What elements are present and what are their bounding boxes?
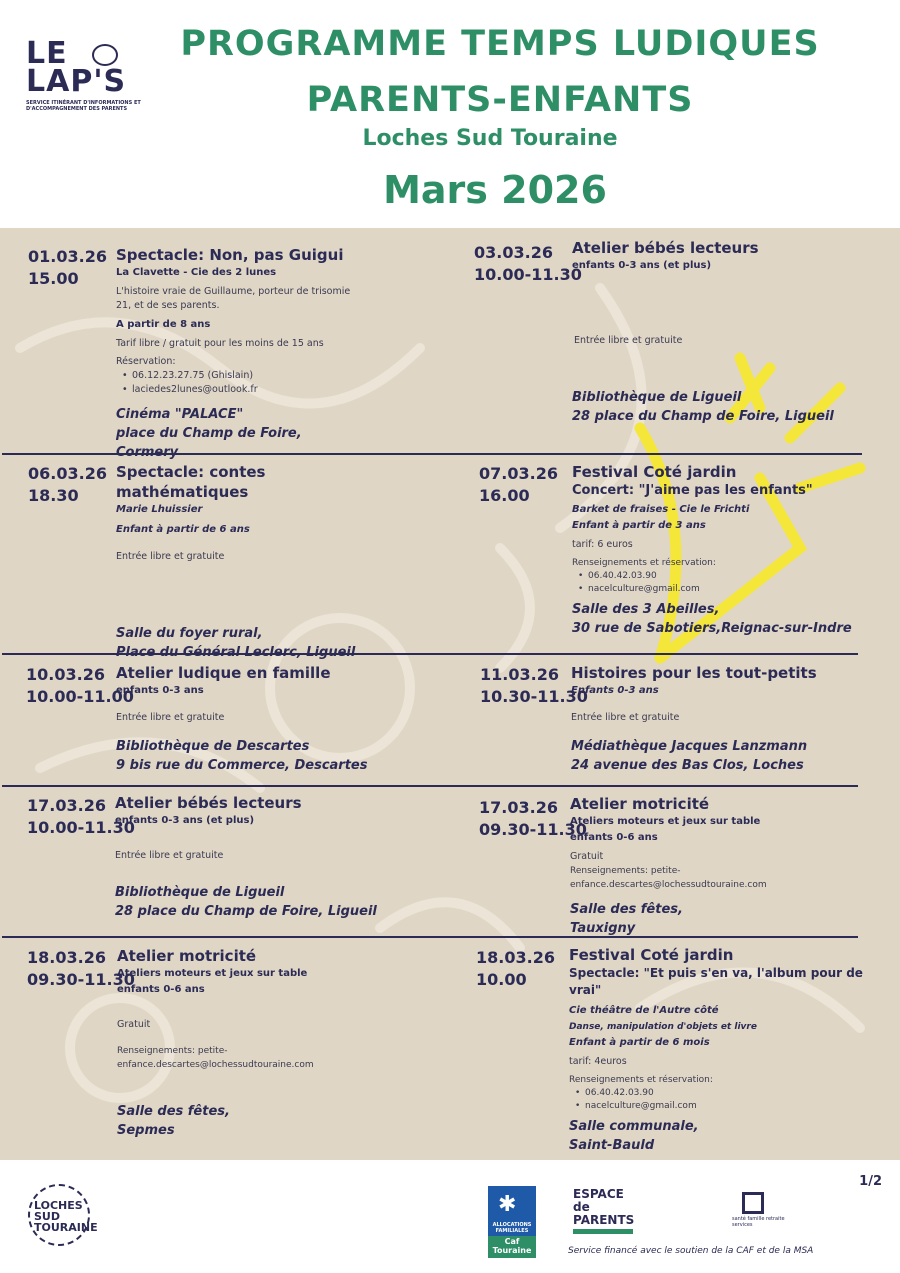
logo-line1: LE xyxy=(26,36,68,71)
msa-logo: santé famille retraite services xyxy=(732,1192,792,1228)
event-place: Salle des 3 Abeilles, xyxy=(572,602,720,617)
event-age: enfants 0-3 ans (et plus) xyxy=(572,260,712,271)
event-price: tarif: 4euros xyxy=(569,1056,627,1067)
event-card xyxy=(116,663,396,775)
event-price: Entrée libre et gratuite xyxy=(116,712,225,723)
speech-bubble-icon xyxy=(92,44,118,66)
event-age: enfants 0-6 ans xyxy=(117,984,205,995)
event-title: Atelier ludique en famille xyxy=(116,664,331,682)
event-card xyxy=(571,663,851,775)
event-age: Enfant à partir de 6 mois xyxy=(569,1037,710,1048)
event-date: 17.03.26 10.00-11.30 xyxy=(27,796,135,837)
event-title: Spectacle: contes mathématiques xyxy=(116,463,266,501)
event-place: Salle communale, xyxy=(569,1119,699,1134)
event-place: Bibliothèque de Ligueil xyxy=(115,885,285,900)
event-title: Festival Coté jardin xyxy=(572,463,737,481)
event-card xyxy=(116,462,396,662)
event-address: 24 avenue des Bas Clos, Loches xyxy=(571,758,804,773)
event-title: Atelier motricité xyxy=(117,947,257,965)
event-age: enfants 0-3 ans xyxy=(116,685,204,696)
event-title: Spectacle: Non, pas Guigui xyxy=(116,246,344,264)
event-place: Salle du foyer rural, xyxy=(116,626,263,641)
caf-logo: ✱ ALLOCATIONS FAMILIALES Caf Touraine xyxy=(488,1186,536,1258)
event-title-2: Spectacle: "Et puis s'en va, l'album pour de vrai" xyxy=(569,966,863,997)
event-age: Enfant à partir de 6 ans xyxy=(116,524,250,535)
contact-phone: • 06.40.42.03.90 xyxy=(572,570,852,583)
event-card xyxy=(572,238,852,426)
event-subtitle-2: Danse, manipulation d'objets et livre xyxy=(569,1022,757,1032)
event-title: Atelier bébés lecteurs xyxy=(115,794,302,812)
event-date: 11.03.26 10.30-11.30 xyxy=(480,665,588,706)
event-title: Festival Coté jardin xyxy=(569,946,734,964)
event-place: Bibliothèque de Descartes xyxy=(116,739,310,754)
event-title-2: Concert: "J'aime pas les enfants" xyxy=(572,483,813,498)
title-line2: PARENTS-ENFANTS xyxy=(306,80,694,120)
msa-square-icon xyxy=(742,1192,764,1214)
contact-phone: • 06.12.23.27.75 (Ghislain) xyxy=(116,369,366,383)
event-address: 9 bis rue du Commerce, Descartes xyxy=(116,758,368,773)
caf-star-icon: ✱ xyxy=(498,1192,517,1217)
event-place: Cinéma "PALACE" xyxy=(116,407,244,422)
loches-sud-touraine-logo: LOCHES SUD TOURAINE xyxy=(26,1182,96,1248)
event-price: Entrée libre et gratuite xyxy=(115,850,224,861)
event-age: Enfant à partir de 3 ans xyxy=(572,520,706,531)
logo-tagline: SERVICE ITINÉRANT D'INFORMATIONS ET D'ACCOMPAGNEMENT DES PARENTS xyxy=(26,100,141,112)
title-line1: PROGRAMME TEMPS LUDIQUES xyxy=(180,24,820,64)
event-title: Atelier bébés lecteurs xyxy=(572,239,759,257)
booking-label: Renseignements et réservation: xyxy=(569,1075,713,1085)
event-info: Renseignements: petite-enfance.descartes@lochessudtouraine.com xyxy=(570,866,767,890)
event-place: Bibliothèque de Ligueil xyxy=(572,390,742,405)
event-address: Tauxigny xyxy=(570,921,636,936)
event-age: enfants 0-3 ans (et plus) xyxy=(115,815,255,826)
footer xyxy=(0,1160,900,1273)
event-subtitle: La Clavette - Cie des 2 lunes xyxy=(116,267,277,278)
event-card xyxy=(115,793,395,921)
event-title: Atelier motricité xyxy=(570,795,710,813)
contact-email: • laciedes2lunes@outlook.fr xyxy=(116,383,366,397)
event-price: Gratuit xyxy=(117,1019,151,1030)
event-card xyxy=(569,945,889,1155)
event-description: L'histoire vraie de Guillaume, porteur de trisomie 21, et de ses parents. xyxy=(116,286,351,311)
event-price: Gratuit xyxy=(570,851,604,862)
event-card xyxy=(116,245,366,462)
event-address: 30 rue de Sabotiers,Reignac-sur-Indre xyxy=(572,621,852,636)
event-card xyxy=(117,946,417,1140)
contact-email: • nacelculture@gmail.com xyxy=(569,1100,889,1113)
month-title: Mars 2026 xyxy=(383,168,607,212)
event-subtitle: Ateliers moteurs et jeux sur table xyxy=(570,816,761,827)
funding-note: Service financé avec le soutien de la CAF et de la MSA xyxy=(568,1246,814,1256)
event-subtitle: Cie théâtre de l'Autre côté xyxy=(569,1005,719,1016)
event-price: Entrée libre et gratuite xyxy=(116,551,225,562)
espace-parents-logo: ESPACE de PARENTS xyxy=(573,1188,637,1228)
event-price: Entrée libre et gratuite xyxy=(574,335,683,346)
event-card xyxy=(572,462,852,638)
event-address: Place du Général Leclerc, Ligueil xyxy=(116,645,356,660)
event-age: enfants 0-6 ans xyxy=(570,832,658,843)
event-date: 17.03.26 09.30-11.30 xyxy=(479,798,587,839)
event-date: 07.03.26 16.00 xyxy=(479,464,558,505)
event-card xyxy=(570,794,870,938)
event-date: 06.03.26 18.30 xyxy=(28,464,107,505)
booking-label: Réservation: xyxy=(116,356,176,367)
event-price: Entrée libre et gratuite xyxy=(571,712,680,723)
row-divider xyxy=(2,785,858,787)
event-age: Enfants 0-3 ans xyxy=(571,685,659,696)
event-address: place du Champ de Foire, Cormery xyxy=(116,426,302,460)
event-price: Tarif libre / gratuit pour les moins de 15 ans xyxy=(116,338,324,349)
event-subtitle: Barket de fraises - Cie le Frichti xyxy=(572,504,750,515)
event-place: Salle des fêtes, xyxy=(570,902,683,917)
event-date: 03.03.26 10.00-11.30 xyxy=(474,243,582,284)
event-age: A partir de 8 ans xyxy=(116,319,211,330)
program-area xyxy=(0,228,900,1160)
header xyxy=(0,0,900,228)
event-place: Médiathèque Jacques Lanzmann xyxy=(571,739,808,754)
booking-label: Renseignements et réservation: xyxy=(572,558,716,568)
event-address: Saint-Bauld xyxy=(569,1138,655,1153)
event-address: Sepmes xyxy=(117,1123,175,1138)
event-title: Histoires pour les tout-petits xyxy=(571,664,817,682)
event-address: 28 place du Champ de Foire, Ligueil xyxy=(572,409,834,424)
contact-email: • nacelculture@gmail.com xyxy=(572,583,852,596)
contact-phone: • 06.40.42.03.90 xyxy=(569,1087,889,1100)
event-date: 01.03.26 15.00 xyxy=(28,247,107,288)
event-date: 18.03.26 09.30-11.30 xyxy=(27,948,135,989)
event-date: 10.03.26 10.00-11.00 xyxy=(26,665,134,706)
event-date: 18.03.26 10.00 xyxy=(476,948,555,989)
event-info: Renseignements: petite-enfance.descartes@lochessudtouraine.com xyxy=(117,1046,314,1070)
logo-line2: LAP'S xyxy=(26,64,127,99)
event-price: tarif: 6 euros xyxy=(572,539,633,550)
event-subtitle: Marie Lhuissier xyxy=(116,504,203,515)
event-subtitle: Ateliers moteurs et jeux sur table xyxy=(117,968,308,979)
page-number: 1/2 xyxy=(859,1174,882,1189)
event-place: Salle des fêtes, xyxy=(117,1104,230,1119)
event-address: 28 place du Champ de Foire, Ligueil xyxy=(115,904,377,919)
subtitle: Loches Sud Touraine xyxy=(362,126,618,151)
